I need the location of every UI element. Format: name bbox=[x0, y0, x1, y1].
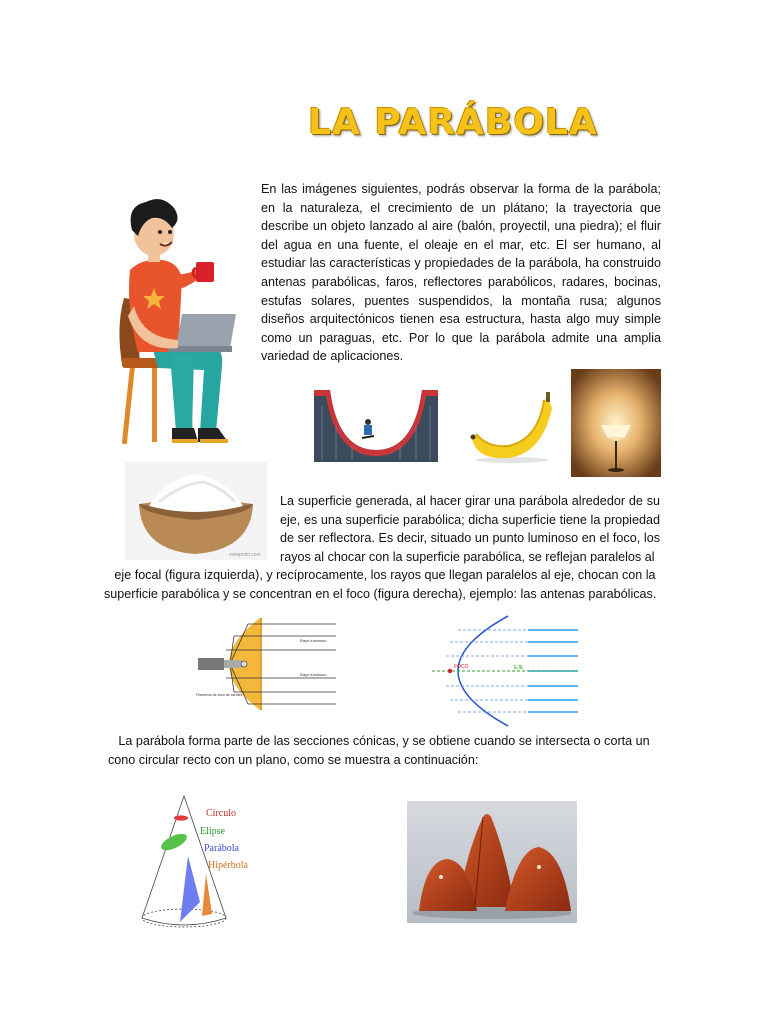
conic-paragraph: La parábola forma parte de las secciones cónicas, y se obtiene cuando se intersecta o corta un cono circular recto con un plano, como se muestra a continuación: bbox=[108, 734, 650, 767]
lamp-image bbox=[571, 369, 661, 477]
ray-label-1: Rayo luminoso bbox=[300, 638, 327, 643]
intro-paragraph: En las imágenes siguientes, podrás observar la forma de la parábola; en la naturaleza, el crecimiento de un plátano; la trayectoria que describe un objeto lanzado al aire (balón, proyectil, una piedra); el fluir del agua en una fuente, el oleaje en el mar, etc. El ser humano, al estudiar las características y propiedades de la parábola, ha construido antenas parabólicas, faros, reflectores parabólicos, radares, bocinas, estufas solares, puentes suspendidos, la montaña rusa; algunos diseños arquitectónicos tienen esa estructura, hasta algo muy simple como un paraguas, etc. Por lo que la parábola admite una amplia variedad de aplicaciones. bbox=[261, 182, 661, 364]
parabola-label: Parábola bbox=[204, 843, 239, 854]
banana-image bbox=[468, 390, 556, 464]
eje-label: EJE bbox=[514, 665, 524, 671]
page-title: LA PARÁBOLA bbox=[308, 102, 598, 143]
focus-figure bbox=[428, 614, 592, 728]
salt-bowl-image bbox=[125, 462, 267, 560]
bowl-watermark: viewpoint.com bbox=[229, 552, 261, 558]
boy-laptop-illustration bbox=[112, 196, 244, 450]
filament-label: Filamento de arco de carriles bbox=[196, 693, 243, 697]
reflector-paragraph-part2: eje focal (figura izquierda), y recíprocamente, los rayos que llegan paralelos al eje, chocan con la superficie parabólica y se concentran en el foco (figura derecha), ejemplo: las antenas parabólicas. bbox=[104, 568, 657, 601]
reflector-paragraph-part1: La superficie generada, al hacer girar una parábola alrededor de su eje, es una superficie parabólica; dicha superficie tiene la propiedad de ser reflectora. Es decir, situado un punto luminoso en el foco, los rayos al chocar con la superficie parabólica, se reflejan paralelos al bbox=[280, 494, 660, 564]
conic-sections-figure bbox=[138, 794, 264, 932]
hyperbola-label: Hipérbola bbox=[208, 860, 248, 871]
foco-label: FOCO bbox=[454, 664, 469, 670]
circle-label: Círculo bbox=[206, 808, 236, 819]
ray-label-2: Rayo luminoso bbox=[300, 672, 327, 677]
reflector-figure bbox=[188, 614, 338, 714]
halfpipe-image bbox=[312, 386, 440, 464]
ellipse-label: Elipse bbox=[200, 826, 225, 837]
wooden-cones-photo bbox=[407, 801, 577, 923]
